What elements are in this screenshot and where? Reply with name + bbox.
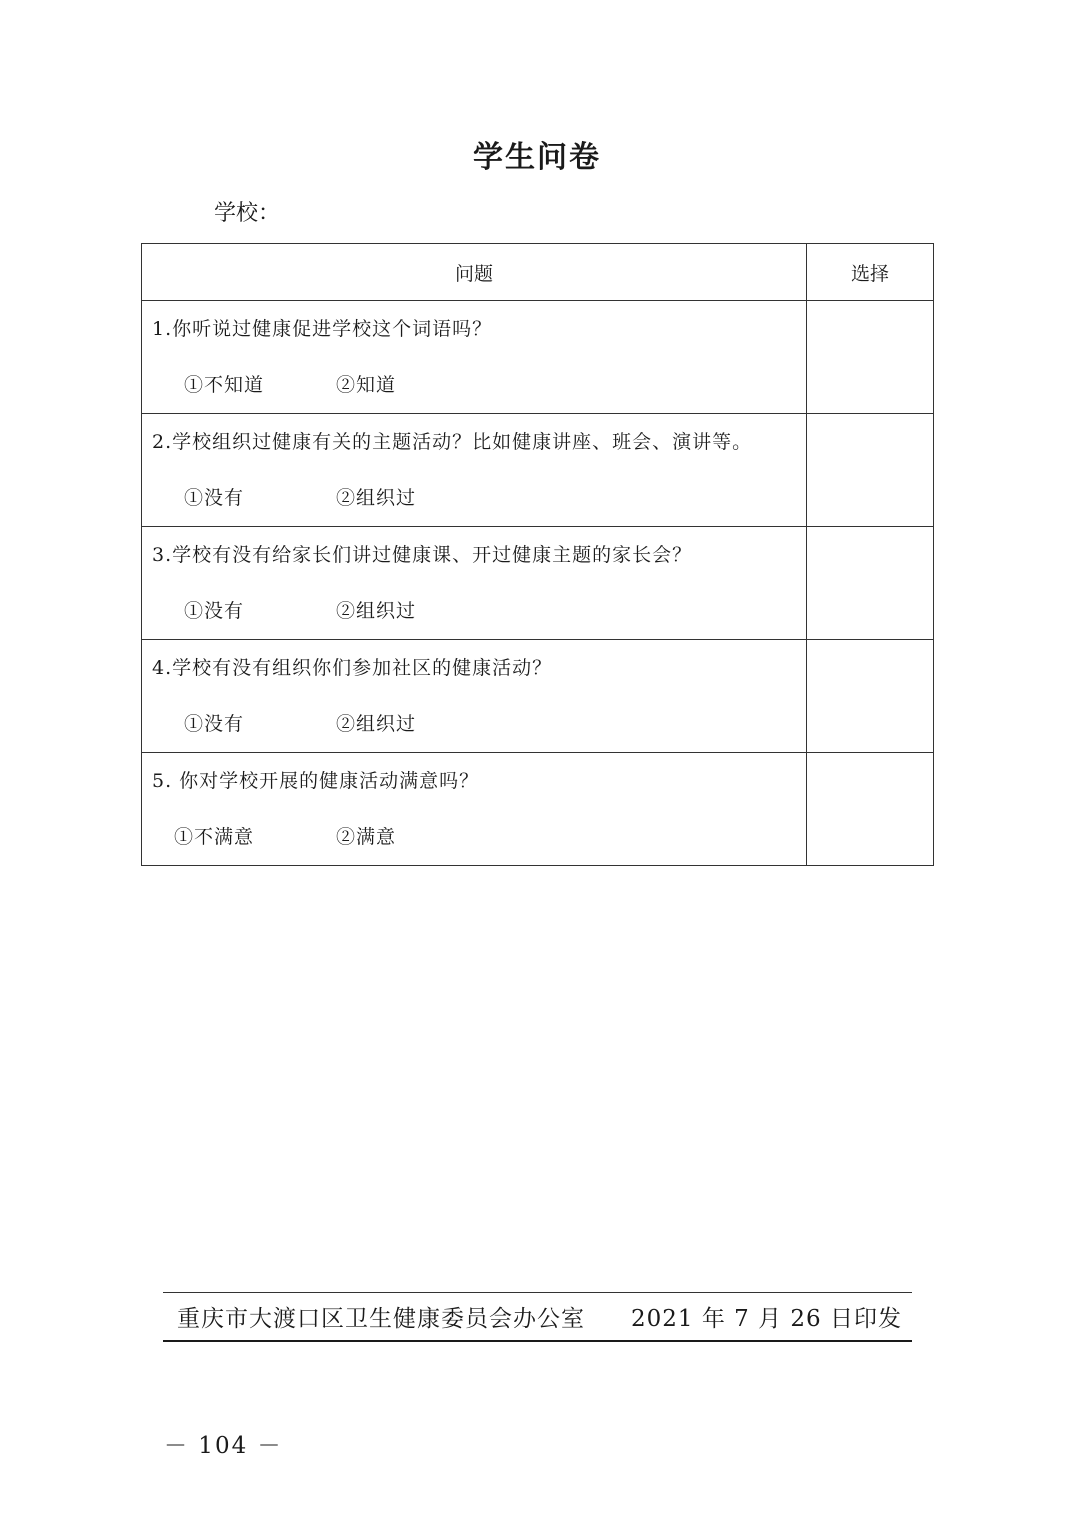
page-number: － 104 － <box>164 1433 283 1459</box>
option-1: ①没有 <box>184 600 245 622</box>
option-1: ①不知道 <box>184 374 265 396</box>
option-2: ②满意 <box>336 826 397 848</box>
table-header-row <box>142 244 934 301</box>
option-2: ②知道 <box>336 374 397 396</box>
question-text: 3.学校有没有给家长们讲过健康课、开过健康主题的家长会？ <box>152 544 693 566</box>
table-row <box>142 414 934 527</box>
option-1: ①没有 <box>184 487 245 509</box>
page-title: 学生问卷 <box>473 140 601 175</box>
choice-cell[interactable] <box>807 753 934 866</box>
choice-cell[interactable] <box>807 527 934 640</box>
table-row <box>142 753 934 866</box>
answer-options <box>142 371 806 399</box>
option-1: ①没有 <box>184 713 245 735</box>
table-row <box>142 640 934 753</box>
header-choice: 选择 <box>807 244 934 301</box>
option-1: ①不满意 <box>174 826 255 848</box>
choice-cell[interactable] <box>807 414 934 527</box>
question-cell <box>142 527 807 640</box>
survey-table <box>141 243 934 866</box>
option-2: ②组织过 <box>336 487 417 509</box>
school-label: 学校： <box>214 201 281 226</box>
choice-cell[interactable] <box>807 640 934 753</box>
table-row <box>142 527 934 640</box>
issuer-name: 重庆市大渡口区卫生健康委员会办公室 <box>177 1306 585 1332</box>
table-row <box>142 301 934 414</box>
question-cell <box>142 301 807 414</box>
answer-options <box>142 710 806 738</box>
question-text: 5. 你对学校开展的健康活动满意吗？ <box>152 770 480 792</box>
question-cell <box>142 753 807 866</box>
answer-options <box>142 823 806 851</box>
choice-cell[interactable] <box>807 301 934 414</box>
question-text: 4.学校有没有组织你们参加社区的健康活动？ <box>152 657 553 679</box>
question-cell <box>142 414 807 527</box>
question-text: 1.你听说过健康促进学校这个词语吗？ <box>152 318 493 340</box>
option-2: ②组织过 <box>336 713 417 735</box>
answer-options <box>142 597 806 625</box>
option-2: ②组织过 <box>336 600 417 622</box>
header-question: 问题 <box>142 244 807 301</box>
question-text: 2.学校组织过健康有关的主题活动？比如健康讲座、班会、演讲等。 <box>152 431 753 453</box>
issue-date: 2021 年 7 月 26 日印发 <box>631 1306 902 1332</box>
issuance-footer <box>163 1292 912 1342</box>
question-cell <box>142 640 807 753</box>
answer-options <box>142 484 806 512</box>
